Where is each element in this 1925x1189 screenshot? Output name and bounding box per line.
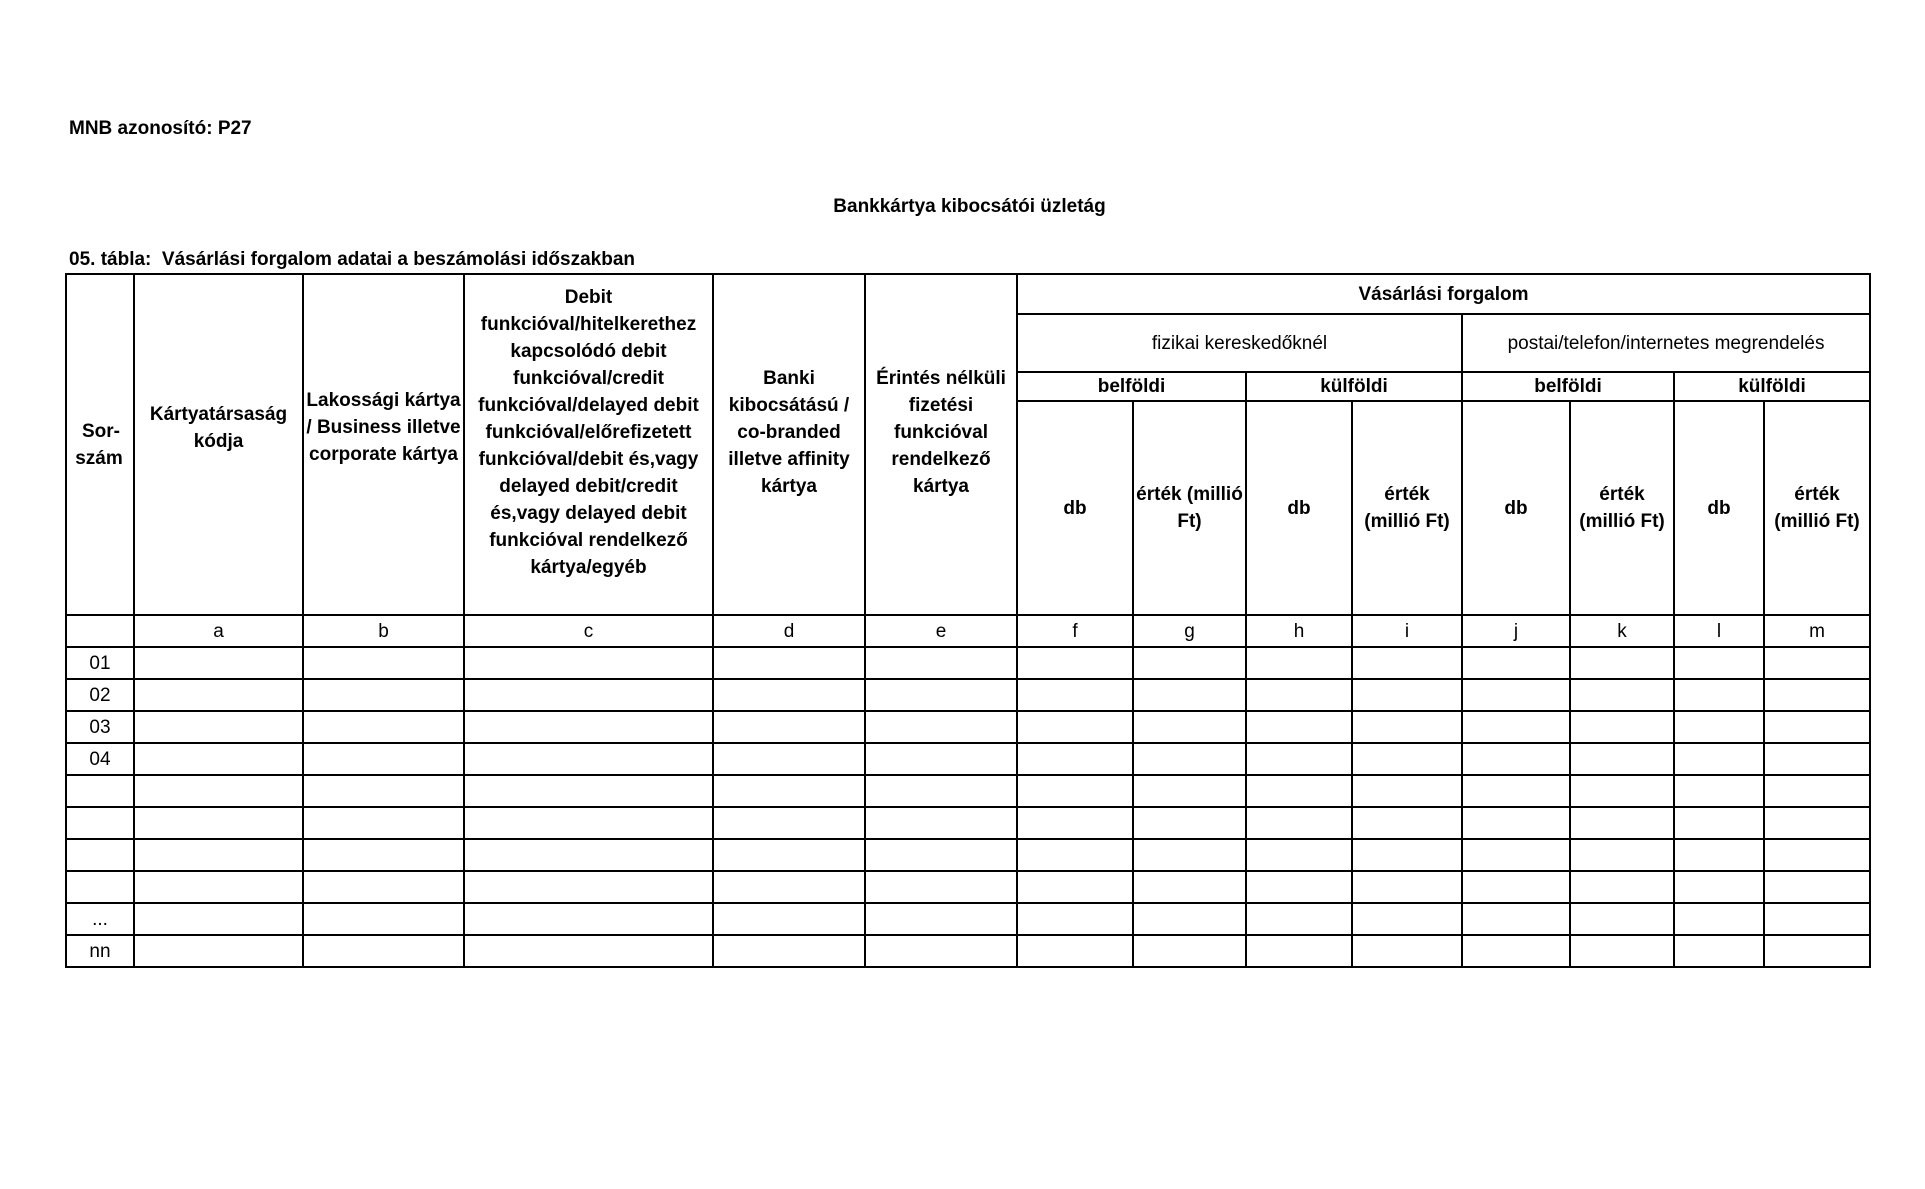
data-cell-m[interactable]	[1764, 647, 1870, 679]
header-purchase-turnover: Vásárlási forgalom	[1017, 274, 1870, 314]
data-cell-a[interactable]	[134, 903, 303, 935]
header-k-value-text: érték (millió Ft)	[1579, 484, 1665, 532]
data-cell-k[interactable]	[1570, 903, 1674, 935]
data-cell-e[interactable]	[865, 711, 1017, 743]
data-cell-i[interactable]	[1352, 807, 1462, 839]
header-remote-orders: postai/telefon/internetes megrendelés	[1462, 314, 1870, 372]
data-cell-i[interactable]	[1352, 647, 1462, 679]
row-number-cell	[66, 807, 134, 839]
data-cell-g[interactable]	[1133, 871, 1246, 903]
data-cell-g[interactable]	[1133, 807, 1246, 839]
table-row	[66, 839, 1870, 871]
data-cell-d[interactable]	[713, 679, 865, 711]
data-cell-h[interactable]	[1246, 711, 1352, 743]
header-m-value	[1764, 401, 1870, 615]
data-cell-g[interactable]	[1133, 679, 1246, 711]
data-cell-l[interactable]	[1674, 711, 1764, 743]
data-cell-d[interactable]	[713, 935, 865, 967]
data-cell-j[interactable]	[1462, 679, 1570, 711]
header-remote-foreign: külföldi	[1674, 372, 1870, 401]
data-cell-m[interactable]	[1764, 839, 1870, 871]
data-cell-i[interactable]	[1352, 839, 1462, 871]
data-cell-g[interactable]	[1133, 903, 1246, 935]
table-row	[66, 935, 1870, 967]
data-cell-e[interactable]	[865, 775, 1017, 807]
header-g-value	[1133, 401, 1246, 615]
data-cell-k[interactable]	[1570, 839, 1674, 871]
header-sorszam-text: Sor- szám	[75, 420, 123, 469]
data-cell-d[interactable]	[713, 839, 865, 871]
row-number-cell	[66, 839, 134, 871]
data-cell-i[interactable]	[1352, 935, 1462, 967]
data-cell-f[interactable]	[1017, 775, 1133, 807]
data-cell-h[interactable]	[1246, 775, 1352, 807]
header-l-db: db	[1674, 401, 1764, 615]
header-card-function-text: Debit funkcióval/hitelkerethez kapcsolódó debit funkcióval/credit funkcióval/delayed debit funkcióval/előrefizetett funkcióval/debit és,vagy delayed debit/credit és,vagy delayed debit funkcióval rendelkező kártya/egyéb	[478, 287, 699, 578]
data-cell-h[interactable]	[1246, 807, 1352, 839]
table-row	[66, 743, 1870, 775]
data-cell-l[interactable]	[1674, 871, 1764, 903]
data-cell-e[interactable]	[865, 839, 1017, 871]
data-cell-f[interactable]	[1017, 935, 1133, 967]
data-cell-e[interactable]	[865, 647, 1017, 679]
data-cell-c[interactable]	[464, 807, 713, 839]
data-cell-m[interactable]	[1764, 711, 1870, 743]
data-cell-m[interactable]	[1764, 775, 1870, 807]
header-g-value-text: érték (millió Ft)	[1136, 484, 1243, 532]
data-cell-c[interactable]	[464, 839, 713, 871]
data-cell-j[interactable]	[1462, 647, 1570, 679]
data-cell-d[interactable]	[713, 903, 865, 935]
header-card-company-code-text: Kártyatársaság kódja	[149, 403, 288, 452]
data-cell-k[interactable]	[1570, 871, 1674, 903]
data-cell-a[interactable]	[134, 935, 303, 967]
mnb-identifier: MNB azonosító: P27	[69, 118, 252, 139]
data-cell-m[interactable]	[1764, 743, 1870, 775]
data-cell-i[interactable]	[1352, 775, 1462, 807]
column-letter-j: j	[1462, 615, 1570, 647]
data-cell-a[interactable]	[134, 775, 303, 807]
data-cell-c[interactable]	[464, 871, 713, 903]
data-cell-g[interactable]	[1133, 711, 1246, 743]
data-cell-b[interactable]	[303, 807, 464, 839]
data-cell-l[interactable]	[1674, 647, 1764, 679]
header-bank-issued-card-text: Banki kibocsátású / co-branded illetve affinity kártya	[728, 368, 850, 497]
data-cell-c[interactable]	[464, 903, 713, 935]
data-cell-c[interactable]	[464, 743, 713, 775]
data-cell-i[interactable]	[1352, 679, 1462, 711]
table-title: 05. tábla: Vásárlási forgalom adatai a beszámolási időszakban	[69, 249, 636, 270]
header-physical-domestic: belföldi	[1017, 372, 1246, 401]
table-row	[66, 711, 1870, 743]
data-cell-f[interactable]	[1017, 807, 1133, 839]
data-cell-j[interactable]	[1462, 775, 1570, 807]
data-cell-a[interactable]	[134, 871, 303, 903]
data-cell-j[interactable]	[1462, 935, 1570, 967]
row-number-cell: 03	[66, 711, 134, 743]
header-k-value	[1570, 401, 1674, 615]
column-letter-g: g	[1133, 615, 1246, 647]
data-cell-f[interactable]	[1017, 903, 1133, 935]
data-cell-e[interactable]	[865, 743, 1017, 775]
data-cell-m[interactable]	[1764, 679, 1870, 711]
data-cell-h[interactable]	[1246, 743, 1352, 775]
data-cell-h[interactable]	[1246, 903, 1352, 935]
data-cell-b[interactable]	[303, 679, 464, 711]
header-h-db: db	[1246, 401, 1352, 615]
header-retail-business-card	[303, 274, 464, 615]
data-cell-c[interactable]	[464, 935, 713, 967]
data-cell-b[interactable]	[303, 935, 464, 967]
column-letter-b: b	[303, 615, 464, 647]
data-cell-b[interactable]	[303, 775, 464, 807]
data-cell-g[interactable]	[1133, 775, 1246, 807]
header-f-db: db	[1017, 401, 1133, 615]
page-title-text: Bankkártya kibocsátói üzletág	[833, 196, 1106, 217]
row-number-cell: 02	[66, 679, 134, 711]
header-j-db: db	[1462, 401, 1570, 615]
data-cell-l[interactable]	[1674, 775, 1764, 807]
data-cell-g[interactable]	[1133, 839, 1246, 871]
table-row	[66, 871, 1870, 903]
data-cell-i[interactable]	[1352, 711, 1462, 743]
data-cell-l[interactable]	[1674, 743, 1764, 775]
header-remote-domestic: belföldi	[1462, 372, 1674, 401]
data-cell-g[interactable]	[1133, 647, 1246, 679]
data-cell-j[interactable]	[1462, 743, 1570, 775]
data-cell-h[interactable]	[1246, 935, 1352, 967]
header-sorszam	[66, 274, 134, 615]
column-letter-l: l	[1674, 615, 1764, 647]
data-cell-i[interactable]	[1352, 743, 1462, 775]
header-bank-issued-card	[713, 274, 865, 615]
column-letter-d: d	[713, 615, 865, 647]
data-cell-a[interactable]	[134, 711, 303, 743]
row-number-cell: 01	[66, 647, 134, 679]
data-cell-f[interactable]	[1017, 871, 1133, 903]
data-cell-l[interactable]	[1674, 807, 1764, 839]
data-cell-b[interactable]	[303, 839, 464, 871]
column-letter-h: h	[1246, 615, 1352, 647]
data-cell-c[interactable]	[464, 679, 713, 711]
data-cell-e[interactable]	[865, 679, 1017, 711]
data-cell-h[interactable]	[1246, 647, 1352, 679]
header-i-value-text: érték (millió Ft)	[1364, 484, 1450, 532]
row-number-cell: nn	[66, 935, 134, 967]
data-cell-e[interactable]	[865, 871, 1017, 903]
data-cell-b[interactable]	[303, 903, 464, 935]
data-cell-k[interactable]	[1570, 711, 1674, 743]
row-number-cell: ...	[66, 903, 134, 935]
data-cell-e[interactable]	[865, 903, 1017, 935]
data-cell-m[interactable]	[1764, 871, 1870, 903]
data-cell-l[interactable]	[1674, 839, 1764, 871]
column-letter-a: a	[134, 615, 303, 647]
data-cell-c[interactable]	[464, 711, 713, 743]
data-cell-i[interactable]	[1352, 871, 1462, 903]
data-cell-f[interactable]	[1017, 839, 1133, 871]
data-cell-b[interactable]	[303, 871, 464, 903]
data-cell-j[interactable]	[1462, 711, 1570, 743]
data-cell-j[interactable]	[1462, 839, 1570, 871]
data-cell-d[interactable]	[713, 775, 865, 807]
header-card-company-code	[134, 274, 303, 615]
header-contactless-card-text: Érintés nélküli fizetési funkcióval rendelkező kártya	[876, 368, 1006, 497]
data-cell-h[interactable]	[1246, 679, 1352, 711]
data-cell-m[interactable]	[1764, 935, 1870, 967]
header-contactless-card	[865, 274, 1017, 615]
data-cell-k[interactable]	[1570, 647, 1674, 679]
row-number-cell	[66, 775, 134, 807]
row-number-cell	[66, 871, 134, 903]
data-cell-f[interactable]	[1017, 647, 1133, 679]
data-cell-b[interactable]	[303, 711, 464, 743]
data-cell-g[interactable]	[1133, 935, 1246, 967]
data-cell-a[interactable]	[134, 647, 303, 679]
data-cell-d[interactable]	[713, 711, 865, 743]
header-physical-foreign: külföldi	[1246, 372, 1462, 401]
data-cell-k[interactable]	[1570, 807, 1674, 839]
table-row	[66, 647, 1870, 679]
data-cell-l[interactable]	[1674, 679, 1764, 711]
data-cell-e[interactable]	[865, 807, 1017, 839]
table-row	[66, 903, 1870, 935]
data-cell-j[interactable]	[1462, 903, 1570, 935]
data-cell-d[interactable]	[713, 871, 865, 903]
data-cell-a[interactable]	[134, 679, 303, 711]
data-cell-j[interactable]	[1462, 807, 1570, 839]
column-letter-row	[66, 615, 1870, 647]
data-cell-m[interactable]	[1764, 807, 1870, 839]
header-i-value	[1352, 401, 1462, 615]
data-cell-h[interactable]	[1246, 839, 1352, 871]
data-cell-e[interactable]	[865, 935, 1017, 967]
data-cell-g[interactable]	[1133, 743, 1246, 775]
data-cell-m[interactable]	[1764, 903, 1870, 935]
data-cell-k[interactable]	[1570, 775, 1674, 807]
column-letter-e: e	[865, 615, 1017, 647]
data-cell-k[interactable]	[1570, 679, 1674, 711]
data-cell-c[interactable]	[464, 775, 713, 807]
data-cell-l[interactable]	[1674, 903, 1764, 935]
table-row	[66, 807, 1870, 839]
table-body	[66, 647, 1870, 967]
data-cell-d[interactable]	[713, 647, 865, 679]
column-letter-blank	[66, 615, 134, 647]
column-letter-i: i	[1352, 615, 1462, 647]
data-cell-d[interactable]	[713, 807, 865, 839]
data-cell-l[interactable]	[1674, 935, 1764, 967]
data-cell-k[interactable]	[1570, 743, 1674, 775]
data-cell-b[interactable]	[303, 647, 464, 679]
data-cell-f[interactable]	[1017, 679, 1133, 711]
data-cell-a[interactable]	[134, 807, 303, 839]
header-m-value-text: érték (millió Ft)	[1774, 484, 1860, 532]
data-cell-h[interactable]	[1246, 871, 1352, 903]
data-cell-i[interactable]	[1352, 903, 1462, 935]
table-row	[66, 679, 1870, 711]
data-cell-a[interactable]	[134, 743, 303, 775]
page-title	[0, 196, 1925, 218]
data-cell-k[interactable]	[1570, 935, 1674, 967]
data-cell-f[interactable]	[1017, 711, 1133, 743]
table-row	[66, 775, 1870, 807]
header-retail-business-card-text: Lakossági kártya / Business illetve corporate kártya	[306, 390, 461, 465]
data-cell-f[interactable]	[1017, 743, 1133, 775]
header-card-function	[464, 274, 713, 615]
data-cell-j[interactable]	[1462, 871, 1570, 903]
data-cell-d[interactable]	[713, 743, 865, 775]
column-letter-m: m	[1764, 615, 1870, 647]
column-letter-c: c	[464, 615, 713, 647]
row-number-cell: 04	[66, 743, 134, 775]
purchase-turnover-table	[65, 273, 1871, 968]
data-cell-a[interactable]	[134, 839, 303, 871]
header-physical-merchants: fizikai kereskedőknél	[1017, 314, 1462, 372]
column-letter-f: f	[1017, 615, 1133, 647]
column-letter-k: k	[1570, 615, 1674, 647]
data-cell-c[interactable]	[464, 647, 713, 679]
data-cell-b[interactable]	[303, 743, 464, 775]
